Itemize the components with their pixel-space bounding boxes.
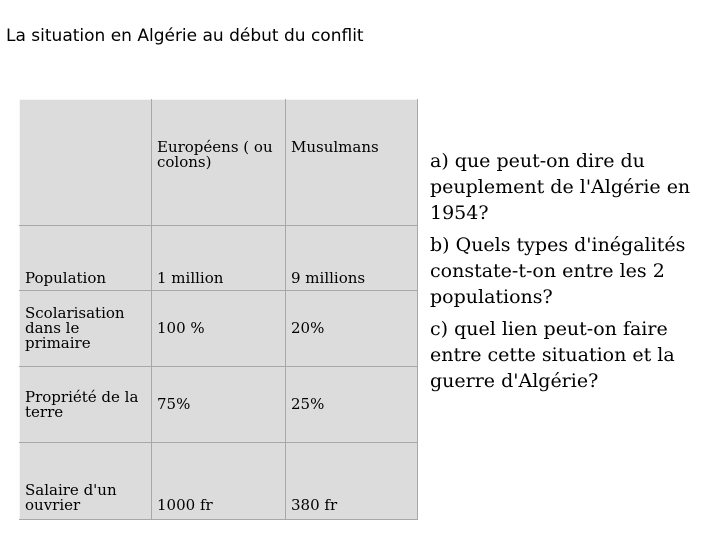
row-label: Scolarisation dans le primaire: [20, 291, 152, 367]
comparison-table: [19, 99, 418, 520]
cell-europeens: 100 %: [152, 291, 286, 367]
row-label: Propriété de la terre: [20, 367, 152, 443]
question-a: a) que peut-on dire du peuplement de l'Algérie en 1954?: [430, 150, 691, 224]
header-musulmans: Musulmans: [286, 100, 418, 226]
row-label: Salaire d'un ouvrier: [20, 443, 152, 520]
table-row: [20, 226, 418, 291]
header-empty-cell: [20, 100, 152, 226]
row-label: Population: [20, 226, 152, 291]
cell-europeens: 1000 fr: [152, 443, 286, 520]
page-title: La situation en Algérie au début du conflit: [6, 26, 364, 46]
cell-europeens: 1 million: [152, 226, 286, 291]
header-europeens: Européens ( ou colons): [152, 100, 286, 226]
table-row: [20, 367, 418, 443]
question-b: b) Quels types d'inégalités constate-t-on entre les 2 populations?: [430, 234, 686, 308]
questions-list: [430, 148, 710, 394]
question-c: c) quel lien peut-on faire entre cette situation et la guerre d'Algérie?: [430, 318, 675, 392]
table-row: [20, 443, 418, 520]
cell-musulmans: 20%: [286, 291, 418, 367]
cell-musulmans: 380 fr: [286, 443, 418, 520]
table-row: [20, 291, 418, 367]
cell-musulmans: 25%: [286, 367, 418, 443]
cell-europeens: 75%: [152, 367, 286, 443]
table-header-row: [20, 100, 418, 226]
cell-musulmans: 9 millions: [286, 226, 418, 291]
